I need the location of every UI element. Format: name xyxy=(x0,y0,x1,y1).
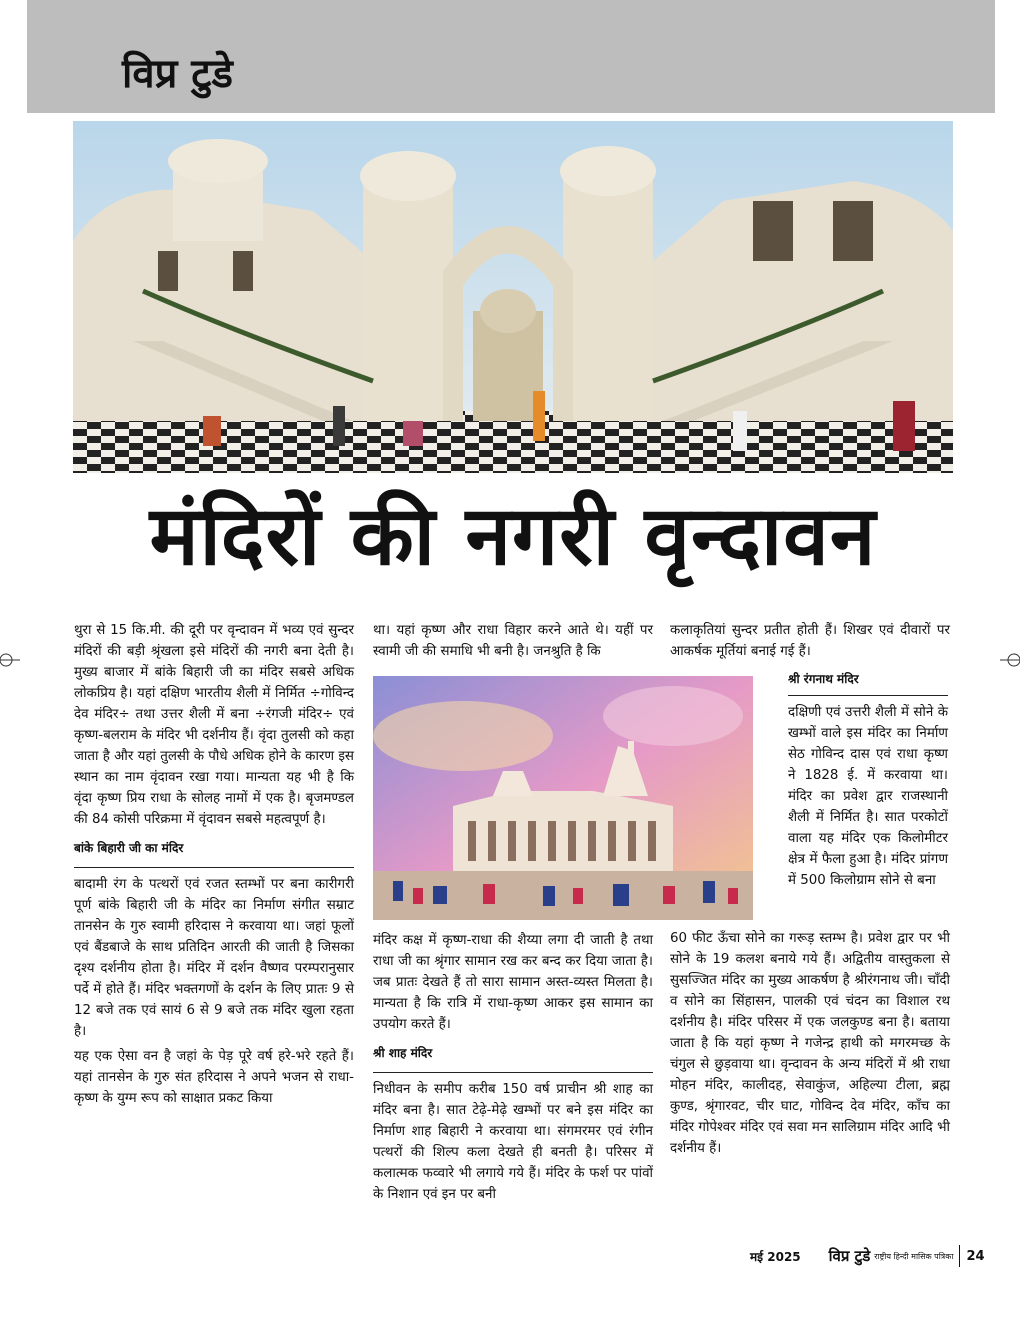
issue-date: मई 2025 xyxy=(750,1249,801,1264)
registration-mark-right-icon xyxy=(1000,650,1020,670)
section-heading-banke-bihari: बांके बिहारी जी का मंदिर xyxy=(74,838,354,868)
footer-brand: विप्र टुडे xyxy=(828,1247,871,1265)
magazine-brand: विप्र टुडे xyxy=(122,51,233,97)
paragraph: 60 फीट ऊँचा सोने का गरूड़ स्तम्भ है। प्रवेश द्वार पर भी सोने के 19 कलश बनाये गये हैं। अद्वितीय वास्तुकला से सुसज्जित मंदिर का मुख्य आकर्षण है श्रीरंगनाथ जी। चाँदी व सोने का सिंहासन, पालकी एवं चंदन का विशाल रथ दर्शनीय है। मंदिर परिसर में एक जलकुण्ड बना है। बताया जाता है कि यहां कृष्ण ने गजेन्द्र हाथी को मगरमच्छ के चंगुल से छुड़वाया था। वृन्दावन के अन्य मंदिरों में श्री राधा मोहन मंदिर, कालीदह, सेवाकुंज, अहिल्या टीला, ब्रह्म कुण्ड, श्रृंगारवट, चीर घाट, गोविन्द देव मंदिर, काँच का मंदिर गोपेश्वर मंदिर एवं सवा मन सालिग्राम मंदिर आदि भी दर्शनीय हैं। xyxy=(670,931,950,1156)
registration-mark-left-icon xyxy=(0,650,20,670)
prem-mandir-photo xyxy=(373,676,753,920)
section-heading-shah-mandir: श्री शाह मंदिर xyxy=(373,1043,653,1073)
article-headline: मंदिरों की नगरी वृन्दावन xyxy=(149,489,877,584)
page-number: 24 xyxy=(966,1248,985,1264)
article-column-2 xyxy=(373,620,653,666)
paragraph: निधीवन के समीप करीब 150 वर्ष प्राचीन श्री शाह का मंदिर बना है। सात टेढ़े-मेढ़े खम्भों पर बने इस मंदिर का निर्माण शाह बिहारी ने करवाया था। संगमरमर एवं रंगीन पत्थरों की शिल्प कला देखते ही बनती है। परिसर में कलात्मक फव्वारे भी लगाये गये हैं। मंदिर के फर्श पर पांवों के निशान एवं इन पर बनी xyxy=(373,1082,653,1202)
footer-divider xyxy=(959,1245,960,1267)
paragraph: मंदिर कक्ष में कृष्ण-राधा की शैय्या लगा दी जाती है तथा राधा जी का श्रृंगार सामान रख कर बन्द कर दिया जाता है। जब प्रातः देखते हैं तो सारा सामान अस्त-व्यस्त मिलता है। मान्यता है कि रात्रि में राधा-कृष्ण आकर इस सामान का उपयोग करते हैं। xyxy=(373,933,653,1032)
section-heading-rangnath: श्री रंगनाथ मंदिर xyxy=(788,670,948,696)
paragraph: कलाकृतियां सुन्दर प्रतीत होती हैं। शिखर एवं दीवारों पर आकर्षक मूर्तियां बनाई गई हैं। xyxy=(670,623,950,659)
rangnath-sidebox xyxy=(788,670,948,891)
paragraph: थुरा से 15 कि.मी. की दूरी पर वृन्दावन में भव्य एवं सुन्दर मंदिरों की बड़ी श्रृंखला इसे मंदिरों की नगरी बना देती है। मुख्य बाजार में बांके बिहारी जी का मंदिर सबसे अधिक लोकप्रिय है। यहां दक्षिण भारतीय शैली में निर्मित ÷गोविन्द देव मंदिर÷ तथा उत्तर शैली में बना ÷रंगजी मंदिर÷ एवं कृष्ण-बलराम के मंदिर भी दर्शनीय हैं। वृंदा तुलसी को कहा जाता है और यहां तुलसी के पौधे अधिक होने के कारण इस स्थान का नाम वृंदावन रखा गया। मान्यता यह भी है कि वृंदा कृष्ण प्रिय राधा के सोलह नामों में एक है। बृजमण्डल की 84 कोसी परिक्रमा में वृंदावन सबसे महत्वपूर्ण है। xyxy=(74,623,354,827)
paragraph: बादामी रंग के पत्थरों एवं रजत स्तम्भों पर बना कारीगरी पूर्ण बांके बिहारी जी के मंदिर का निर्माण संगीत सम्राट तानसेन के गुरु स्वामी हरिदास ने करवाया था। जहां फूलों एवं बैंडबाजे के साथ प्रतिदिन आरती की जाती है जिसका दृश्य दर्शनीय होता है। मंदिर में दर्शन वैष्णव परम्परानुसार पर्दे में होते हैं। मंदिर भक्तगणों के दर्शन के लिए प्रातः 9 से 12 बजे तक एवं सायं 6 से 9 बजे तक मंदिर खुला रहता है। xyxy=(74,877,354,1039)
paragraph: दक्षिणी एवं उत्तरी शैली में सोने के खम्भों वाले इस मंदिर का निर्माण सेठ गोविन्द दास एवं राधा कृष्ण ने 1828 ई. में करवाया था। मंदिर का प्रवेश द्वार राजस्थानी शैली में निर्मित है। सात परकोटों वाला यह मंदिर एक किलोमीटर क्षेत्र में फैला हुआ है। मंदिर प्रांगण में 500 किलोग्राम सोने से बना xyxy=(788,705,948,888)
page-footer xyxy=(750,1245,985,1267)
article-column-1 xyxy=(74,620,354,1113)
article-column-3 xyxy=(670,620,950,666)
paragraph: यह एक ऐसा वन है जहां के पेड़ पूरे वर्ष हरे-भरे रहते हैं। यहां तानसेन के गुरु संत हरिदास ने अपने भजन से राधा-कृष्ण के युग्म रूप को साक्षात प्रकट किया xyxy=(74,1049,354,1106)
footer-tagline: राष्ट्रीय हिन्दी मासिक पत्रिका xyxy=(874,1251,954,1261)
paragraph: था। यहां कृष्ण और राधा विहार करने आते थे। यहीं पर स्वामी जी की समाधि भी बनी है। जनश्रुति है कि xyxy=(373,623,653,659)
article-column-3-continued xyxy=(670,928,950,1159)
article-column-2-continued xyxy=(373,930,653,1209)
hero-temple-photo xyxy=(73,121,953,473)
